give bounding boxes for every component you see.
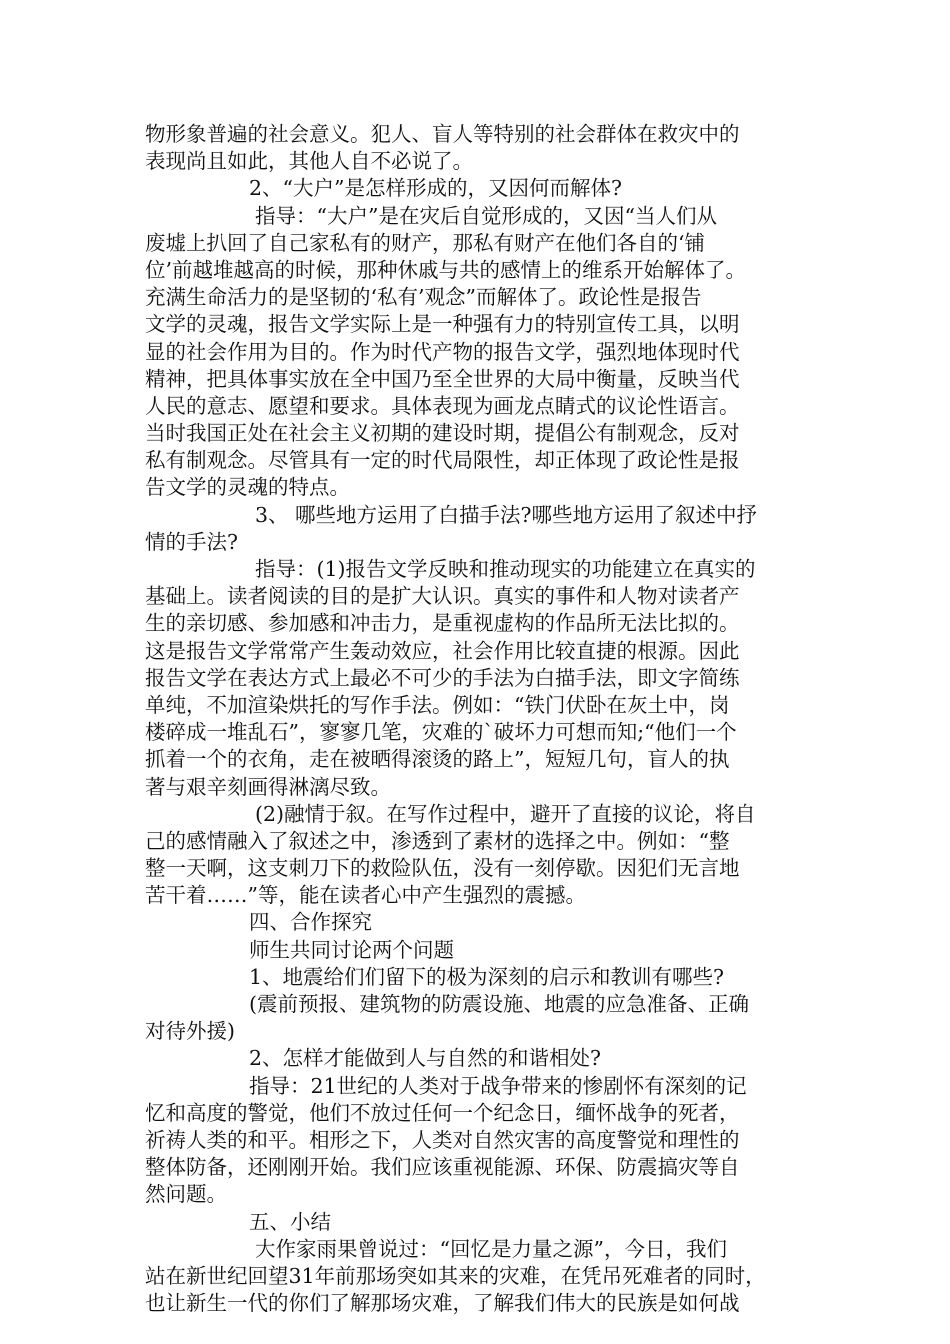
text-line: 忆和高度的警觉，他们不放过任何一个纪念日，缅怀战争的死者，	[145, 1100, 740, 1125]
text-line: 文学的灵魂，报告文学实际上是一种强有力的特别宣传工具，以明	[145, 312, 740, 337]
text-line: 当时我国正处在社会主义初期的建设时期，提倡公有制观念，反对	[145, 421, 740, 446]
text-line: 表现尚且如此，其他人自不必说了。	[145, 149, 473, 174]
paragraph-start: 师生共同讨论两个问题	[249, 937, 454, 962]
text-line: 著与艰辛刻画得淋漓尽致。	[145, 774, 391, 799]
text-line: 报告文学在表达方式上最必不可少的手法为白描手法，即文字简练	[145, 665, 740, 690]
text-line: 告文学的灵魂的特点。	[145, 475, 350, 500]
text-line: 苦干着……”等，能在读者心中产生强烈的震撼。	[145, 883, 586, 908]
text-line: 位’前越堆越高的时候，那种休戚与共的感情上的维系开始解体了。	[145, 257, 747, 282]
paragraph-start: 大作家雨果曾说过：“回忆是力量之源”，今日，我们	[255, 1236, 727, 1261]
text-line: 整一天啊，这支刺刀下的救险队伍，没有一刻停歇。因犯们无言地	[145, 856, 740, 881]
text-line: 整体防备，还刚刚开始。我们应该重视能源、环保、防震搞灾等自	[145, 1155, 740, 1180]
text-line: 精神，把具体事实放在全中国乃至全世界的大局中衡量，反映当代	[145, 366, 740, 391]
guidance-paragraph-start: 指导：(1)报告文学反映和推动现实的功能建立在真实的	[255, 557, 756, 581]
text-line: 然问题。	[145, 1182, 227, 1207]
text-line: 显的社会作用为目的。作为时代产物的报告文学，强烈地体现时代	[145, 339, 740, 364]
question-heading: 3、 哪些地方运用了白描手法?哪些地方运用了叙述中抒	[255, 502, 758, 527]
guidance-paragraph-start: 指导：21世纪的人类对于战争带来的惨剧怀有深刻的记	[249, 1073, 747, 1098]
text-line: 基础上。读者阅读的目的是扩大认识。真实的事件和人物对读者产	[145, 584, 740, 609]
text-line: 这是报告文学常常产生轰动效应，社会作用比较直捷的根源。因此	[145, 638, 740, 663]
text-line: 人民的意志、愿望和要求。具体表现为画龙点睛式的议论性语言。	[145, 393, 740, 418]
question-heading: 2、“大户”是怎样形成的，又因何而解体?	[249, 176, 622, 201]
text-line: 祈祷人类的和平。相形之下，人类对自然灾害的高度警觉和理性的	[145, 1127, 740, 1152]
text-line: 物形象普遍的社会意义。犯人、盲人等特别的社会群体在救灾中的	[145, 122, 740, 146]
paragraph-start: (震前预报、建筑物的防震设施、地震的应急准备、正确	[249, 992, 749, 1016]
text-line: 站在新世纪回望31年前那场突如其来的灾难，在凭吊死难者的同时，	[145, 1263, 766, 1288]
text-line: 己的感情融入了叙述之中，渗透到了素材的选择之中。例如：“整	[145, 828, 730, 853]
text-line: 情的手法?	[145, 529, 238, 554]
document-body	[145, 121, 825, 1317]
text-line: 生的亲切感、参加感和冲击力，是重视虚构的作品所无法比拟的。	[145, 611, 740, 636]
text-line: 单纯，不加渲染烘托的写作手法。例如：“铁门伏卧在灰土中，岗	[145, 692, 730, 717]
text-line: 充满生命活力的是坚韧的‘私有’观念”而解体了。政论性是报告	[145, 285, 702, 310]
text-line: 对待外援)	[145, 1019, 235, 1044]
section-heading: 五、小结	[249, 1209, 331, 1234]
text-line: 也让新生一代的你们了解那场灾难，了解我们伟大的民族是如何战	[145, 1291, 740, 1316]
text-line: 私有制观念。尽管具有一定的时代局限性，却正体现了政论性是报	[145, 448, 740, 473]
question-heading: 2、怎样才能做到人与自然的和谐相处?	[249, 1046, 602, 1071]
text-line: 废墟上扒回了自己家私有的财产，那私有财产在他们各自的‘铺	[145, 230, 706, 255]
text-line: 抓着一个的衣角，走在被晒得滚烫的路上”，短短几句，盲人的执	[145, 747, 730, 772]
question-heading: 1、地震给们们留下的极为深刻的启示和教训有哪些?	[249, 964, 725, 989]
paragraph-start: (2)融情于叙。在写作过程中，避开了直接的议论，将自	[255, 801, 756, 826]
text-line: 楼碎成一堆乱石”，寥寥几笔，灾难的`破坏力可想而知;“他们一个	[145, 720, 737, 745]
guidance-paragraph-start: 指导：“大户”是在灾后自觉形成的，又因“当人们从	[255, 203, 717, 228]
section-heading: 四、合作探究	[249, 910, 372, 935]
